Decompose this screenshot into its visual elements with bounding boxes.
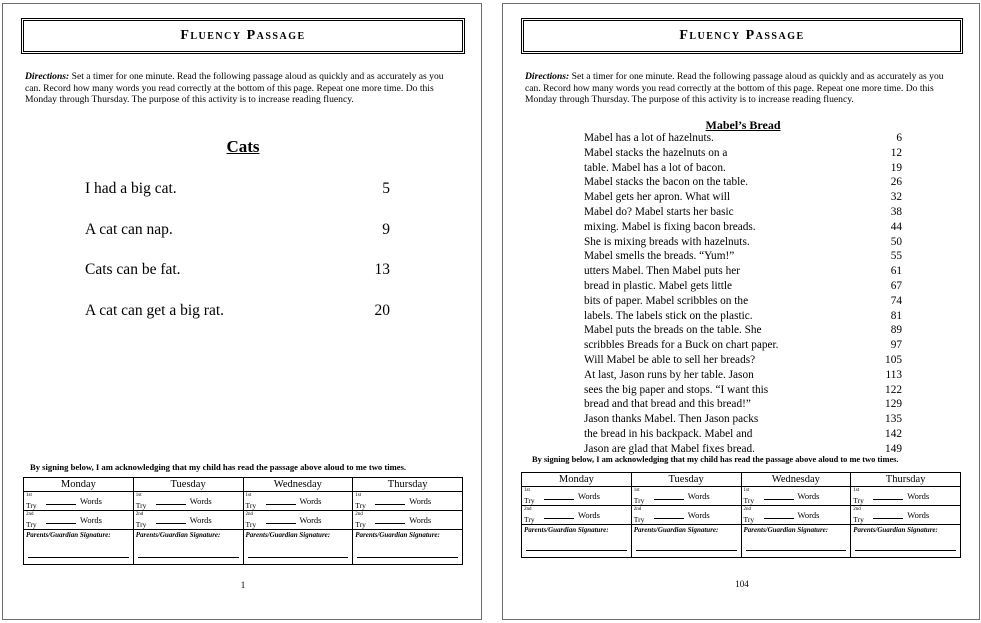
signature-label: Parents/Guardian Signature:: [633, 526, 719, 534]
signature-cell[interactable]: [24, 530, 134, 565]
try-cell: [851, 487, 961, 506]
day-header: Thursday: [353, 478, 463, 492]
line-text: scribbles Breads for a Buck on chart paper.: [584, 339, 779, 352]
line-text: bread and that bread and this bread!”: [584, 398, 751, 411]
word-count: 32: [890, 191, 902, 204]
try-ordinal: 1st: [26, 493, 32, 499]
try-cell: [353, 492, 463, 511]
word-count: 67: [890, 280, 902, 292]
line-text: She is mixing breads with hazelnuts.: [584, 235, 750, 248]
words-label: Words: [687, 491, 710, 501]
word-count: 113: [885, 368, 902, 381]
try-word: Try: [355, 519, 366, 529]
passage-line: [584, 398, 902, 410]
passage-line: [584, 162, 902, 174]
word-count: 50: [890, 235, 902, 248]
signature-label: Parents/Guardian Signature:: [135, 531, 221, 539]
try-word: Try: [524, 514, 535, 524]
day-header: Monday: [24, 478, 134, 492]
words-label: Words: [80, 515, 102, 525]
word-count: 19: [890, 161, 902, 174]
word-count: 129: [885, 398, 902, 411]
passage-line: [584, 280, 902, 292]
line-text: Mabel gets her apron. What will: [584, 191, 730, 204]
words-count-field[interactable]: [544, 492, 574, 500]
passage-title: Mabel’s Bread: [705, 118, 781, 132]
words-count-field[interactable]: [156, 497, 186, 505]
directions-text: Set a timer for one minute. Read the following passage aloud as quickly and as accurately as you can. Record how many words you read correctly at the bottom of this page. Repeat one more time. Do this Monday through Thursday. The purpose of this activity is to increase reading fluency.: [525, 71, 944, 106]
passage-line: [584, 147, 902, 159]
passage-line: [85, 180, 390, 198]
line-text: Will Mabel be able to sell her breads?: [584, 354, 756, 366]
try-label: [632, 487, 646, 505]
directions: [25, 71, 461, 106]
word-count: 61: [890, 265, 902, 278]
signature-line: [248, 557, 349, 558]
words-label: Words: [299, 515, 322, 525]
passage-line: [584, 250, 902, 262]
try-word: Try: [633, 514, 645, 524]
words-label: Words: [578, 510, 600, 520]
line-text: Jason thanks Mabel. Then Jason packs: [584, 413, 759, 426]
line-text: Mabel smells the breads. “Yum!”: [584, 250, 735, 263]
passage-line: [584, 443, 902, 455]
try-label: [851, 487, 865, 505]
line-text: labels. The labels stick on the plastic.: [584, 309, 753, 322]
try-cell: [243, 492, 353, 511]
try-label: [244, 511, 258, 529]
reading-log-table: [521, 472, 961, 558]
passage-line: [584, 413, 902, 425]
try-cell: [522, 506, 632, 525]
reading-log-table: [23, 477, 463, 565]
page-title: Fluency Passage: [23, 20, 463, 52]
try-label: [353, 511, 367, 529]
words-count-field[interactable]: [764, 511, 794, 519]
day-header: Wednesday: [243, 478, 353, 492]
try-cell: [243, 511, 353, 530]
try-word: Try: [524, 495, 535, 505]
line-text: A cat can get a big rat.: [85, 301, 225, 319]
passage-line: [584, 339, 902, 351]
line-text: I had a big cat.: [85, 180, 177, 197]
words-label: Words: [189, 515, 212, 525]
try-cell: [133, 492, 243, 511]
signature-line: [138, 557, 239, 558]
words-count-field[interactable]: [873, 492, 903, 500]
line-text: bits of paper. Mabel scribbles on the: [584, 294, 749, 307]
try-word: Try: [853, 495, 864, 505]
passage-line: [584, 221, 902, 233]
words-count-field[interactable]: [544, 511, 574, 519]
page-number: 104: [735, 579, 749, 589]
words-count-field[interactable]: [46, 516, 76, 524]
words-count-field[interactable]: [873, 511, 903, 519]
line-text: Mabel stacks the bacon on the table.: [584, 176, 749, 189]
try-cell: [353, 511, 463, 530]
try-label: [522, 487, 536, 505]
word-count: 38: [890, 206, 902, 218]
line-text: Mabel puts the breads on the table. She: [584, 324, 762, 337]
signature-label: Parents/Guardian Signature:: [524, 526, 609, 534]
word-count: 74: [890, 294, 902, 307]
try-ordinal: 1st: [743, 488, 750, 494]
try-word: Try: [743, 495, 755, 505]
try-word: Try: [355, 500, 366, 510]
word-count: 6: [896, 132, 902, 144]
page-title: Fluency Passage: [523, 20, 961, 52]
signature-line: [357, 557, 458, 558]
try-label: [134, 511, 148, 529]
passage-line: [584, 295, 902, 307]
try-word: Try: [26, 519, 37, 529]
try-word: Try: [245, 500, 257, 510]
passage-line: [584, 265, 902, 277]
words-label: Words: [687, 510, 710, 520]
line-text: bread in plastic. Mabel gets little: [584, 280, 733, 292]
words-label: Words: [797, 510, 820, 520]
page-number: 1: [240, 580, 246, 590]
try-label: [632, 506, 646, 524]
try-label: [742, 506, 756, 524]
words-count-field[interactable]: [266, 497, 296, 505]
words-label: Words: [907, 510, 930, 520]
try-label: [353, 492, 367, 510]
words-label: Words: [578, 491, 600, 501]
try-cell: [24, 511, 134, 530]
try-ordinal: 1st: [135, 493, 142, 499]
passage-line: [584, 310, 902, 322]
try-label: [134, 492, 148, 510]
words-count-field[interactable]: [266, 516, 296, 524]
passage-line: [584, 191, 902, 203]
try-cell: [24, 492, 134, 511]
words-count-field[interactable]: [654, 511, 684, 519]
try-ordinal: 1st: [853, 488, 860, 494]
passage-line: [584, 132, 902, 144]
line-text: At last, Jason runs by her table. Jason: [584, 368, 754, 381]
word-count: 5: [382, 180, 390, 197]
line-text: table. Mabel has a lot of bacon.: [584, 161, 726, 174]
try-cell: [741, 506, 851, 525]
line-text: utters Mabel. Then Mabel puts her: [584, 265, 741, 278]
words-count-field[interactable]: [156, 516, 186, 524]
right-worksheet-page: [502, 3, 980, 620]
words-count-field[interactable]: [375, 516, 405, 524]
try-label: [851, 506, 865, 524]
line-text: Mabel stacks the hazelnuts on a: [584, 146, 728, 159]
signature-line: [855, 550, 956, 551]
words-count-field[interactable]: [764, 492, 794, 500]
word-count: 142: [885, 428, 902, 440]
try-word: Try: [135, 500, 147, 510]
try-word: Try: [633, 495, 645, 505]
words-count-field[interactable]: [654, 492, 684, 500]
passage-line: [584, 428, 902, 440]
acknowledgement-text: By signing below, I am acknowledging that my child has read the passage above aloud to me two times.: [532, 455, 899, 464]
signature-cell[interactable]: [243, 530, 353, 565]
left-worksheet-page: [2, 3, 482, 620]
try-ordinal: 2nd: [135, 512, 144, 518]
directions-text: Set a timer for one minute. Read the following passage aloud as quickly and as accurately as you can. Record how many words you read correctly at the bottom of this page. Repeat one more time. Do this Monday through Thursday. The purpose of this activity is to increase reading fluency.: [25, 71, 444, 106]
signature-cell[interactable]: [522, 525, 632, 558]
try-ordinal: 2nd: [26, 512, 34, 518]
day-header: Monday: [522, 473, 632, 487]
words-label: Words: [907, 491, 930, 501]
passage-line: [584, 354, 902, 366]
day-header: Tuesday: [631, 473, 741, 487]
signature-cell[interactable]: [353, 530, 463, 565]
signature-line: [526, 550, 627, 551]
try-label: [24, 511, 38, 529]
word-count: 89: [890, 324, 902, 337]
signature-cell[interactable]: [741, 525, 851, 558]
passage-line: [85, 261, 390, 279]
try-label: [24, 492, 38, 510]
word-count: 81: [890, 309, 902, 322]
try-word: Try: [245, 519, 257, 529]
try-label: [522, 506, 536, 524]
try-word: Try: [135, 519, 147, 529]
passage-line: [584, 176, 902, 188]
passage-line: [584, 236, 902, 248]
word-count: 135: [885, 413, 902, 426]
line-text: Mabel has a lot of hazelnuts.: [584, 132, 714, 144]
word-count: 26: [890, 176, 902, 189]
line-text: the bread in his backpack. Mabel and: [584, 428, 753, 440]
words-label: Words: [299, 496, 322, 506]
word-count: 149: [885, 442, 902, 455]
passage-line: [85, 221, 390, 239]
try-label: [244, 492, 258, 510]
line-text: sees the big paper and stops. “I want this: [584, 383, 769, 396]
word-count: 97: [890, 339, 902, 352]
try-ordinal: 1st: [524, 488, 530, 494]
signature-label: Parents/Guardian Signature:: [245, 531, 331, 539]
try-ordinal: 1st: [355, 493, 362, 499]
acknowledgement-text: By signing below, I am acknowledging that my child has read the passage above aloud to me two times.: [30, 462, 407, 472]
try-ordinal: 2nd: [355, 512, 363, 518]
words-label: Words: [409, 496, 432, 506]
signature-line: [636, 550, 737, 551]
passage-line: [584, 384, 902, 396]
word-count: 122: [885, 383, 902, 396]
try-cell: [631, 487, 741, 506]
directions-label: Directions:: [525, 71, 570, 82]
word-count: 12: [890, 146, 902, 159]
signature-label: Parents/Guardian Signature:: [355, 531, 440, 539]
try-ordinal: 2nd: [524, 507, 532, 513]
try-ordinal: 1st: [245, 493, 252, 499]
signature-label: Parents/Guardian Signature:: [26, 531, 111, 539]
line-text: Jason are glad that Mabel fixes bread.: [584, 442, 755, 455]
try-word: Try: [853, 514, 864, 524]
try-ordinal: 2nd: [633, 507, 642, 513]
try-label: [742, 487, 756, 505]
signature-label: Parents/Guardian Signature:: [853, 526, 938, 534]
line-text: mixing. Mabel is fixing bacon breads.: [584, 220, 756, 233]
try-word: Try: [743, 514, 755, 524]
signature-cell[interactable]: [631, 525, 741, 558]
word-count: 20: [374, 301, 390, 319]
word-count: 44: [890, 220, 902, 233]
try-ordinal: 2nd: [743, 507, 751, 513]
line-text: A cat can nap.: [85, 220, 173, 238]
line-text: Mabel do? Mabel starts her basic: [584, 206, 734, 218]
signature-line: [746, 550, 847, 551]
try-ordinal: 2nd: [853, 507, 861, 513]
passage-title: Cats: [226, 137, 260, 156]
day-header: Wednesday: [741, 473, 851, 487]
signature-cell[interactable]: [851, 525, 961, 558]
words-label: Words: [189, 496, 212, 506]
directions: [525, 71, 961, 106]
try-word: Try: [26, 500, 37, 510]
try-cell: [741, 487, 851, 506]
words-count-field[interactable]: [375, 497, 405, 505]
word-count: 13: [374, 261, 390, 278]
signature-cell[interactable]: [133, 530, 243, 565]
try-ordinal: 1st: [633, 488, 640, 494]
signature-line: [28, 557, 129, 558]
word-count: 105: [885, 354, 902, 366]
passage-line: [584, 369, 902, 381]
day-header: Tuesday: [133, 478, 243, 492]
day-header: Thursday: [851, 473, 961, 487]
words-label: Words: [797, 491, 820, 501]
signature-label: Parents/Guardian Signature:: [743, 526, 829, 534]
line-text: Cats can be fat.: [85, 261, 181, 278]
words-count-field[interactable]: [46, 497, 76, 505]
words-label: Words: [409, 515, 432, 525]
try-cell: [522, 487, 632, 506]
try-cell: [631, 506, 741, 525]
passage-line: [584, 206, 902, 218]
words-label: Words: [80, 496, 102, 506]
word-count: 9: [382, 220, 390, 238]
try-cell: [851, 506, 961, 525]
try-cell: [133, 511, 243, 530]
try-ordinal: 2nd: [245, 512, 253, 518]
word-count: 55: [890, 250, 902, 263]
passage-line: [85, 302, 390, 320]
directions-label: Directions:: [25, 71, 70, 82]
passage-line: [584, 324, 902, 336]
